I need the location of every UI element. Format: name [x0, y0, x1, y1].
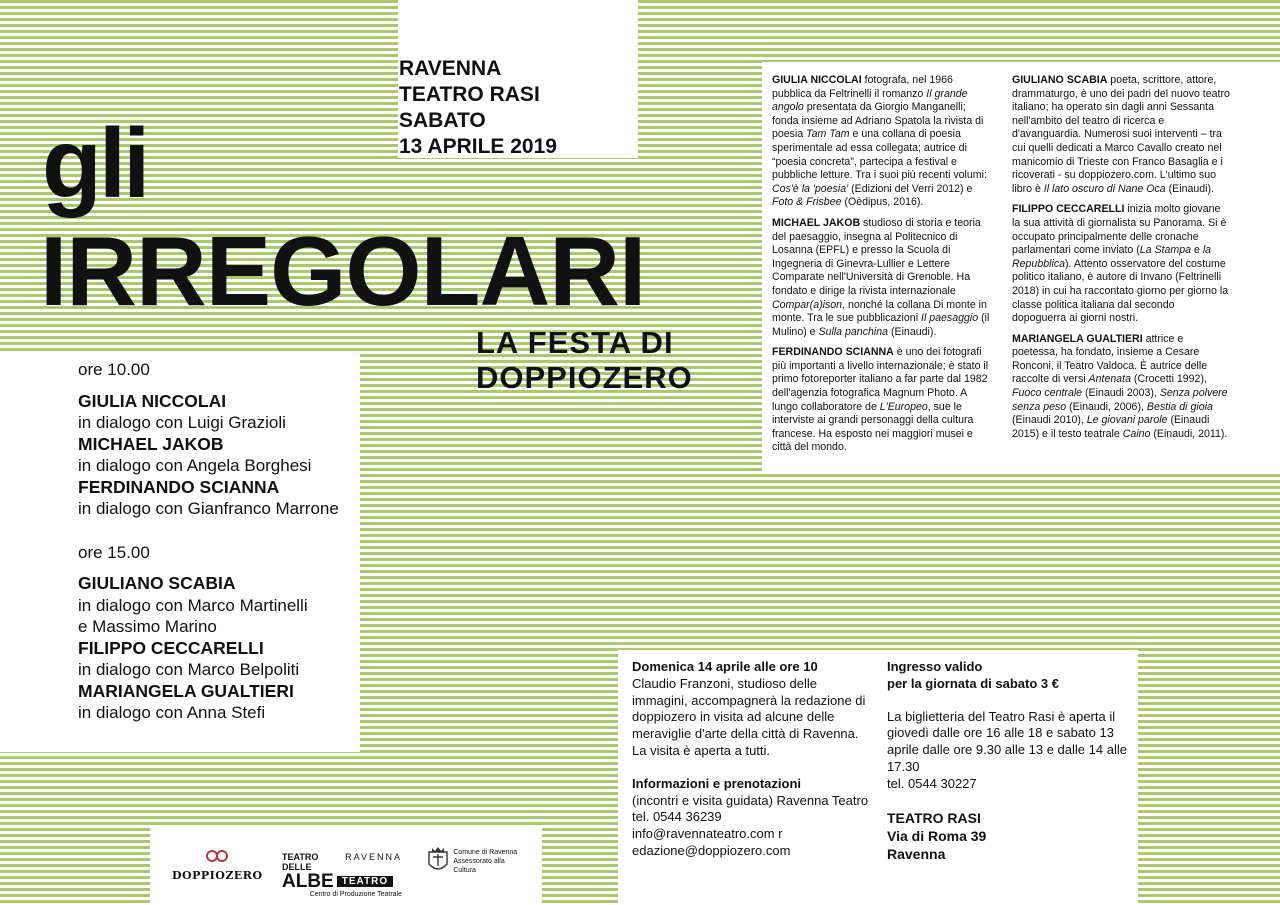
speaker-name: FERDINANDO SCIANNA	[78, 476, 280, 497]
contacts-email: edazione@doppiozero.com	[632, 842, 791, 858]
tickets-heading: Ingresso valido	[887, 659, 983, 674]
sunday-visit	[632, 659, 870, 760]
contacts-heading: Informazioni e prenotazioni	[632, 775, 802, 791]
schedule-item	[78, 434, 360, 477]
coat-of-arms-icon	[427, 846, 448, 876]
logo-albe: TEATRO DELLE RAVENNA ALBE TEATRO Centro di Produzione Teatrale	[282, 852, 402, 898]
tickets	[887, 659, 1132, 693]
page-title: IRREGOLARI	[40, 216, 646, 326]
speaker-dialogue: in dialogo con Marco Belpoliti	[78, 660, 300, 679]
bio-jakob: MICHAEL JAKOB studioso di storia e teoria del paesaggio, insegna al Politecnico di Losanna (EPFL) e presso la Scuola di Ingegneria di Ginevra-Lullier e Lettere Comparate nell'Università di Grenoble. Ha fondato e dirige la rivista internazionale Compar(a)ison, nonché la collana Di monte in monte. Tra le sue pubblicazioni Il paesaggio (il Mulino) e Sulla panchina (Einaudi).	[772, 216, 990, 338]
schedule-item	[78, 681, 360, 724]
info-column-right	[887, 659, 1132, 863]
tickets-price: per la giornata di sabato 3 €	[887, 675, 1059, 691]
contacts-email: info@ravennateatro.com r	[632, 826, 783, 842]
address: TEATRO RASI Via di Roma 39 Ravenna	[887, 809, 987, 862]
title-gli: gli	[42, 108, 148, 218]
box-office-hours: La biglietteria del Teatro Rasi è aperta il giovedì dalle ore 16 alle 18 e sabato 13 aprile dalle ore 9.30 alle 13 e dalle 14 alle 17.30	[887, 708, 1127, 774]
speaker-dialogue: in dialogo con Anna Stefi	[78, 703, 266, 722]
speaker-dialogue: in dialogo con Gianfranco Marrone	[78, 499, 339, 518]
schedule	[78, 359, 360, 724]
venue-city: RAVENNA	[399, 57, 502, 80]
schedule-item	[78, 638, 360, 681]
speaker-dialogue-2: e Massimo Marino	[78, 617, 217, 636]
speaker-dialogue: in dialogo con Angela Borghesi	[78, 456, 312, 475]
morning-time: ore 10.00	[78, 360, 150, 379]
speaker-name: MICHAEL JAKOB	[78, 433, 224, 454]
schedule-item	[78, 391, 360, 434]
venue-date: 13 APRILE 2019	[399, 135, 557, 158]
info-column-left	[632, 659, 870, 876]
box-office-phone: tel. 0544 30227	[887, 775, 977, 791]
logo-comune: Comune di Ravenna Assessorato alla Cultura	[427, 846, 527, 876]
schedule-item	[78, 477, 360, 520]
bio-scianna: FERDINANDO SCIANNA è uno dei fotografi più importanti a livello internazionale; è stato il primo fotoreporter italiano a far parte dal 1982 dell'agenzia fotografica Magnum Photo. A lungo collaboratore de L'Europeo, sue le interviste ai grandi personaggi della cultura francese. Ha esposto nei maggiori musei e città del mondo.	[772, 346, 989, 454]
speaker-dialogue: in dialogo con Luigi Grazioli	[78, 413, 286, 432]
sunday-text: Claudio Franzoni, studioso delle immagini, accompagnerà la redazione di doppiozero in visita ad alcune delle meraviglie d'arte della città di Ravenna. La visita è aperta a tutti.	[632, 675, 866, 758]
speaker-name: MARIANGELA GUALTIERI	[78, 680, 294, 701]
speaker-name: GIULIA NICCOLAI	[78, 390, 227, 411]
bio-column-right	[1012, 74, 1230, 448]
speaker-name: FILIPPO CECCARELLI	[78, 637, 264, 658]
sunday-heading: Domenica 14 aprile alle ore 10	[632, 659, 818, 674]
bio-ceccarelli: FILIPPO CECCARELLI inizia molto giovane la sua attività di giornalista su Panorama. Si è occupato principalmente delle cronache parlamentari come inviato (La Stampa e la Repubblica). Attento osservatore del costume politico italiano, è autore di Invano (Feltrinelli 2018) in cui ha raccontato giorno per giorno la classe politica italiana dal secondo dopoguerra ai giorni nostri.	[1012, 203, 1229, 325]
schedule-item	[78, 573, 360, 638]
bio-gualtieri: MARIANGELA GUALTIERI attrice e poetessa, ha fondato, insieme a Cesare Ronconi, il Teatro Valdoca. È autrice delle raccolte di versi Antenata (Crocetti 1992), Fuoco centrale (Einaudi 2003), Senza polvere senza peso (Einaudi, 2006), Bestia di gioia (Einaudi 2010), Le giovani parole (Einaudi 2015) e il testo teatrale Caino (Einaudi, 2011).	[1012, 332, 1228, 440]
contacts-phone: tel. 0544 36239	[632, 809, 722, 825]
bio-column-left	[772, 74, 992, 462]
bio-niccolai: GIULIA NICCOLAI fotografa, nel 1966 pubblica da Feltrinelli il romanzo Il grande angolo presentata da Giorgio Manganelli; fonda insieme ad Adriano Spatola la rivista di poesia Tam Tam e una collana di poesia sperimentale ad essa collegata; autrice di “poesia concreta”, partecipa a festival e pubbliche letture. Tra i suoi più recenti volumi: Cos'è la 'poesia' (Edizioni del Verri 2012) e Foto & Frisbee (Oèdipus, 2016).	[772, 74, 987, 209]
box-office	[887, 709, 1132, 793]
speaker-name: GIULIANO SCABIA	[78, 573, 236, 593]
afternoon-time: ore 15.00	[78, 542, 150, 562]
doppiozero-logo-icon	[172, 848, 262, 864]
contacts: Informazioni e prenotazioni (incontri e visita guidata) Ravenna Teatro tel. 0544 36239 info@ravennateatro.com r edazione@doppiozero.com	[632, 775, 869, 858]
bio-scabia: GIULIANO SCABIA poeta, scrittore, attore, drammaturgo, è uno dei padri del nuovo teatro italiano; ha operato sin dagli anni Sessanta nell'ambito del teatro di ricerca e d'avanguardia. Numerosi suoi interventi – tra cui quelli dedicati a Marco Cavallo creato nel manicomio di Trieste con Franco Basaglia e i ricoverati - su doppiozero.com. L'ultimo suo libro è Il lato oscuro di Nane Oca (Einaudi).	[1012, 74, 1230, 195]
logo-doppiozero: DOPPIOZERO	[172, 848, 262, 882]
speaker-dialogue: in dialogo con Marco Martinelli	[78, 595, 308, 615]
subtitle	[476, 325, 693, 395]
venue-day: SABATO	[399, 109, 486, 132]
venue-theatre: TEATRO RASI	[399, 83, 540, 106]
subtitle-line-2: DOPPIOZERO	[476, 360, 693, 395]
subtitle-line-1: LA FESTA DI	[476, 325, 674, 360]
event-venue-date	[399, 56, 557, 160]
